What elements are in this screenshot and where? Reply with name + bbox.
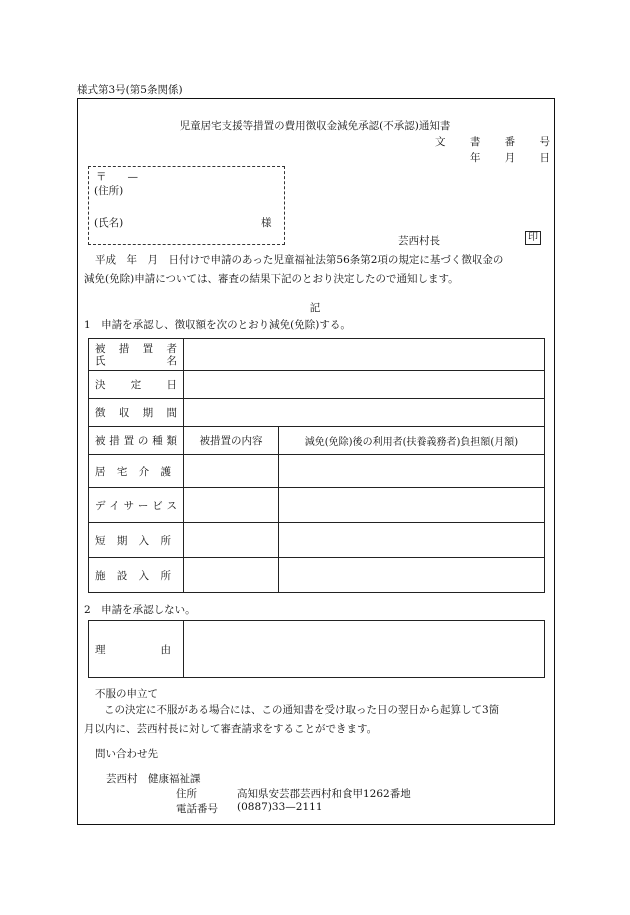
subject-name-label: 被 措 置 者 氏 名 bbox=[89, 339, 184, 371]
content-cell bbox=[184, 558, 279, 593]
burden-cell bbox=[279, 523, 545, 558]
subject-name-value bbox=[184, 339, 545, 371]
reason-label: 理 由 bbox=[89, 621, 184, 678]
table-row bbox=[89, 455, 545, 488]
table-row bbox=[89, 558, 545, 593]
type-header: 被 措 置 の 種 類 bbox=[89, 427, 184, 455]
date-char: 日 bbox=[539, 152, 550, 164]
seal-stamp: 印 bbox=[525, 231, 541, 245]
body-line-2: 減免(免除)申請については、審査の結果下記のとおり決定したので通知します。 bbox=[84, 273, 459, 285]
type-short-stay: 短 期 入 所 bbox=[89, 523, 184, 558]
document-number bbox=[435, 134, 550, 149]
doc-number-char: 号 bbox=[539, 136, 550, 148]
burden-cell bbox=[279, 558, 545, 593]
content-cell bbox=[184, 523, 279, 558]
body-line-1: 平成 年 月 日付けで申請のあった児童福祉法第56条第2項の規定に基づく徴収金の bbox=[95, 254, 504, 266]
appeal-heading: 不服の申立て bbox=[95, 688, 158, 700]
collection-period-value bbox=[184, 399, 545, 427]
content-header: 被措置の内容 bbox=[184, 427, 279, 455]
doc-number-char: 文 bbox=[435, 136, 446, 148]
table-row bbox=[89, 339, 545, 371]
contact-phone-label: 電話番号 bbox=[176, 803, 218, 815]
burden-cell bbox=[279, 455, 545, 488]
type-facility: 施 設 入 所 bbox=[89, 558, 184, 593]
content-cell bbox=[184, 455, 279, 488]
date-char: 月 bbox=[504, 152, 516, 164]
section-1-heading: 1 申請を承認し、徴収額を次のとおり減免(免除)する。 bbox=[84, 319, 351, 331]
address-label: (住所) bbox=[94, 185, 124, 197]
name-label: (氏名) bbox=[94, 217, 124, 229]
contact-address-label: 住所 bbox=[176, 788, 197, 800]
appeal-paragraph bbox=[84, 701, 550, 739]
date-char: 年 bbox=[470, 152, 481, 164]
date-line bbox=[470, 150, 550, 165]
section-2-heading: 2 申請を承認しない。 bbox=[84, 604, 196, 616]
issuer: 芸西村長 bbox=[398, 235, 440, 247]
table-row bbox=[89, 488, 545, 523]
collection-period-label: 徴 収 期 間 bbox=[89, 399, 184, 427]
ki-heading: 記 bbox=[309, 302, 321, 314]
contact-phone-value: (0887)33—2111 bbox=[237, 801, 323, 813]
burden-cell bbox=[279, 488, 545, 523]
content-cell bbox=[184, 488, 279, 523]
type-home-care: 居 宅 介 護 bbox=[89, 455, 184, 488]
decision-date-value bbox=[184, 371, 545, 399]
postal-code: 〒 — bbox=[96, 171, 138, 183]
appeal-line-1: この決定に不服がある場合には、この通知書を受け取った日の翌日から起算して3箇 bbox=[104, 704, 500, 716]
table-row bbox=[89, 523, 545, 558]
form-label: 様式第3号(第5条関係) bbox=[77, 84, 183, 96]
body-paragraph bbox=[84, 251, 550, 289]
decision-date-label: 決 定 日 bbox=[89, 371, 184, 399]
honorific: 様 bbox=[261, 217, 272, 229]
doc-number-char: 書 bbox=[469, 136, 481, 148]
table-row bbox=[89, 399, 545, 427]
doc-number-char: 番 bbox=[504, 136, 516, 148]
burden-header: 減免(免除)後の利用者(扶養義務者)負担額(月額) bbox=[279, 427, 545, 455]
contact-org: 芸西村 健康福祉課 bbox=[106, 773, 201, 785]
reduction-table bbox=[88, 338, 545, 593]
contact-heading: 問い合わせ先 bbox=[95, 748, 158, 760]
table-row bbox=[89, 621, 545, 678]
table-row bbox=[89, 371, 545, 399]
type-day-service: デ イ サ ー ビ ス bbox=[89, 488, 184, 523]
appeal-line-2: 月以内に、芸西村長に対して審査請求をすることができます。 bbox=[84, 723, 378, 735]
table-header-row bbox=[89, 427, 545, 455]
contact-address-value: 高知県安芸郡芸西村和食甲1262番地 bbox=[237, 788, 411, 800]
reason-table bbox=[88, 620, 545, 678]
document-title: 児童居宅支援等措置の費用徴収金減免承認(不承認)通知書 bbox=[179, 120, 451, 132]
reason-value bbox=[184, 621, 545, 678]
